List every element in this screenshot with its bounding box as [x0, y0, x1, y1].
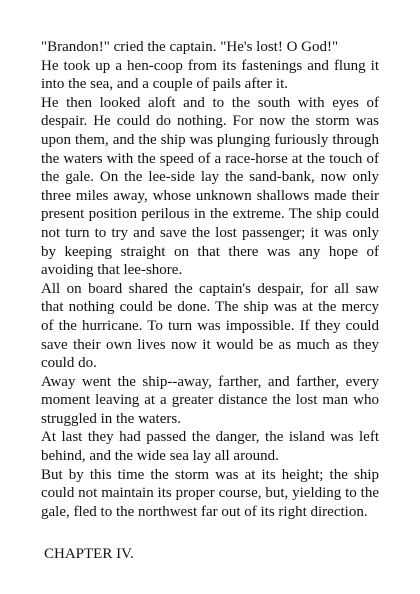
- paragraph-7: But by this time the storm was at its height; the ship could not maintain its proper course, but, yielding to the gale, fled to the northwest far out of its right direction.: [41, 466, 379, 520]
- paragraph-3: He then looked aloft and to the south with eyes of despair. He could do nothing. For now the storm was upon them, and the ship was plunging furiously through the waters with the speed of a race-horse at the touch of the gale. On the lee-side lay the sand-bank, now only three miles away, whose unknown shallows made their present position perilous in the extreme. The ship could not turn to try and save the lost passenger; it was only by keeping straight on that there was any hope of avoiding that lee-shore.: [41, 94, 379, 279]
- paragraph-5: Away went the ship--away, farther, and farther, every moment leaving at a greater distance the lost man who struggled in the waters.: [41, 373, 379, 427]
- document-page: [41, 38, 379, 564]
- paragraph-1: "Brandon!" cried the captain. "He's lost! O God!": [41, 39, 339, 55]
- paragraph-6: At last they had passed the danger, the island was left behind, and the wide sea lay all around.: [41, 429, 379, 465]
- chapter-heading: CHAPTER IV.: [44, 546, 134, 563]
- paragraph-4: All on board shared the captain's despair, for all saw that nothing could be done. The ship was at the mercy of the hurricane. To turn was impossible. If they could save their own lives now it would be as much as they could do.: [41, 280, 379, 372]
- paragraph-2: He took up a hen-coop from its fastenings and flung it into the sea, and a couple of pails after it.: [41, 57, 379, 93]
